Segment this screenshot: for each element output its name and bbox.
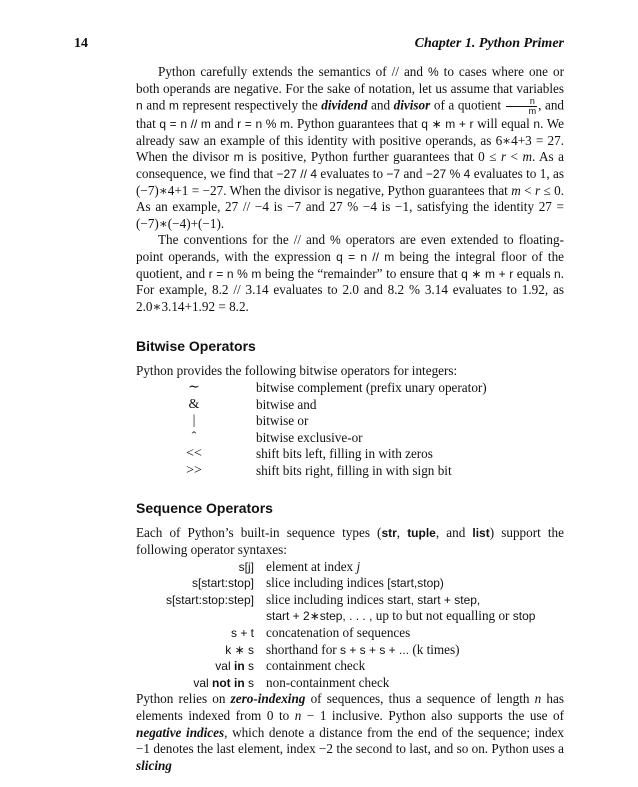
- operator-syntax: val not in s: [193, 675, 254, 690]
- chapter-title: Chapter 1. Python Primer: [414, 36, 564, 51]
- table-row: [136, 608, 535, 625]
- table-row: [136, 642, 535, 659]
- term-zero-indexing: zero-indexing: [230, 691, 306, 707]
- table-row: [136, 413, 487, 430]
- page-body: [136, 64, 564, 774]
- operator-description: bitwise or: [256, 413, 309, 429]
- operator-syntax: s[start:stop:step]: [165, 592, 254, 607]
- sequence-intro: Each of Python’s built-in sequence types (str, tuple, and list) support the following operator syntaxes:: [136, 525, 564, 558]
- table-row: [136, 397, 487, 414]
- operator-syntax: s[start:stop]: [191, 576, 254, 591]
- operator-description: bitwise and: [256, 396, 317, 412]
- operator-symbol: ˆ: [191, 429, 197, 445]
- table-row: [136, 559, 535, 576]
- fraction-n-over-m: $\frac{n}{m}$: [506, 97, 538, 116]
- operator-description: shorthand for s + s + s + ... (k times): [266, 641, 460, 657]
- sequence-operator-table: [136, 559, 535, 692]
- paragraph-integer-division: Python carefully extends the semantics of // and % to cases where one or both operands are negative. For the sake of notation, let us assume that variables n and m represent respectively the dividend and divisor of a quotient $\frac{n}{m}$ , and that q = n // m and r = n % m. Python guarantees that q ∗ m + r will equal n. We already saw an example of this identity with positive operands, as 6∗4+3 = 27. When the divisor m is positive, Python further guarantees that 0 ≤ r < m. As a consequence, we find that −27 // 4 evaluates to −7 and −27 % 4 evaluates to 1, as (−7)∗4+1 = −27. When the divisor is negative, Python guarantees that m < r ≤ 0. As an example, 27 // −4 is −7 and 27 % −4 is −1, satisfying the identity 27 = (−7)∗(−4)+(−1).: [136, 64, 565, 231]
- operator-description: slice including indices start, start + step,: [266, 591, 481, 607]
- operator-description: shift bits right, filling in with sign bit: [256, 462, 452, 478]
- operator-syntax: s + t: [230, 626, 254, 641]
- operator-description: non-containment check: [266, 674, 390, 690]
- operator-description: bitwise complement (prefix unary operator): [256, 379, 487, 395]
- table-row: [136, 463, 487, 480]
- operator-symbol: &: [188, 396, 200, 412]
- operator-syntax: k ∗ s: [225, 642, 254, 657]
- operator-description: start + 2∗step, . . . , up to but not equalling or stop: [266, 608, 536, 624]
- paragraph-indexing: Python relies on zero-indexing of sequences, thus a sequence of length n has elements indexed from 0 to n − 1 inclusive. Python also supports the use of negative indices, which denote a distance from the end of the sequence; index −1 denotes the last element, index −2 the second to last, and so on. Python uses a slicing: [136, 691, 564, 773]
- operator-description: concatenation of sequences: [266, 625, 411, 641]
- table-row: [136, 446, 487, 463]
- page-number: 14: [74, 36, 88, 51]
- term-dividend: dividend: [321, 97, 368, 113]
- operator-syntax: val in s: [215, 659, 254, 674]
- operator-symbol: |: [192, 413, 196, 429]
- term-divisor: divisor: [393, 97, 431, 113]
- section-heading-bitwise: Bitwise Operators: [136, 338, 256, 355]
- table-row: [136, 592, 535, 609]
- table-row: [136, 380, 487, 397]
- table-row: [136, 575, 535, 592]
- section-heading-sequence: Sequence Operators: [136, 500, 273, 517]
- paragraph-float-division: The conventions for the // and % operators are even extended to floating-point operands, with the expression q = n // m being the integral floor of the quotient, and r = n % m being the “remainder” to ensure that q ∗ m + r equals n. For example, 8.2 // 3.14 evaluates to 2.0 and 8.2 % 3.14 evaluates to 1.92, as 2.0∗3.14+1.92 = 8.2.: [136, 232, 565, 314]
- bitwise-operator-table: [136, 380, 487, 480]
- operator-description: slice including indices [start,stop): [266, 575, 444, 591]
- table-row: [136, 625, 535, 642]
- table-row: [136, 658, 535, 675]
- operator-syntax: s[j]: [238, 559, 254, 574]
- term-negative-indices: negative indices: [136, 724, 225, 740]
- operator-description: element at index j: [266, 558, 361, 574]
- operator-symbol: ∼: [188, 379, 200, 395]
- table-row: [136, 430, 487, 447]
- operator-syntax: [136, 608, 266, 625]
- operator-description: shift bits left, filling in with zeros: [256, 446, 433, 462]
- operator-symbol: >>: [186, 462, 202, 478]
- operator-description: bitwise exclusive-or: [256, 429, 363, 445]
- table-row: [136, 675, 535, 692]
- page-header: [74, 36, 564, 54]
- bitwise-intro: Python provides the following bitwise operators for integers:: [136, 363, 458, 379]
- operator-symbol: <<: [186, 446, 202, 462]
- operator-description: containment check: [266, 658, 366, 674]
- term-slicing: slicing: [136, 757, 172, 773]
